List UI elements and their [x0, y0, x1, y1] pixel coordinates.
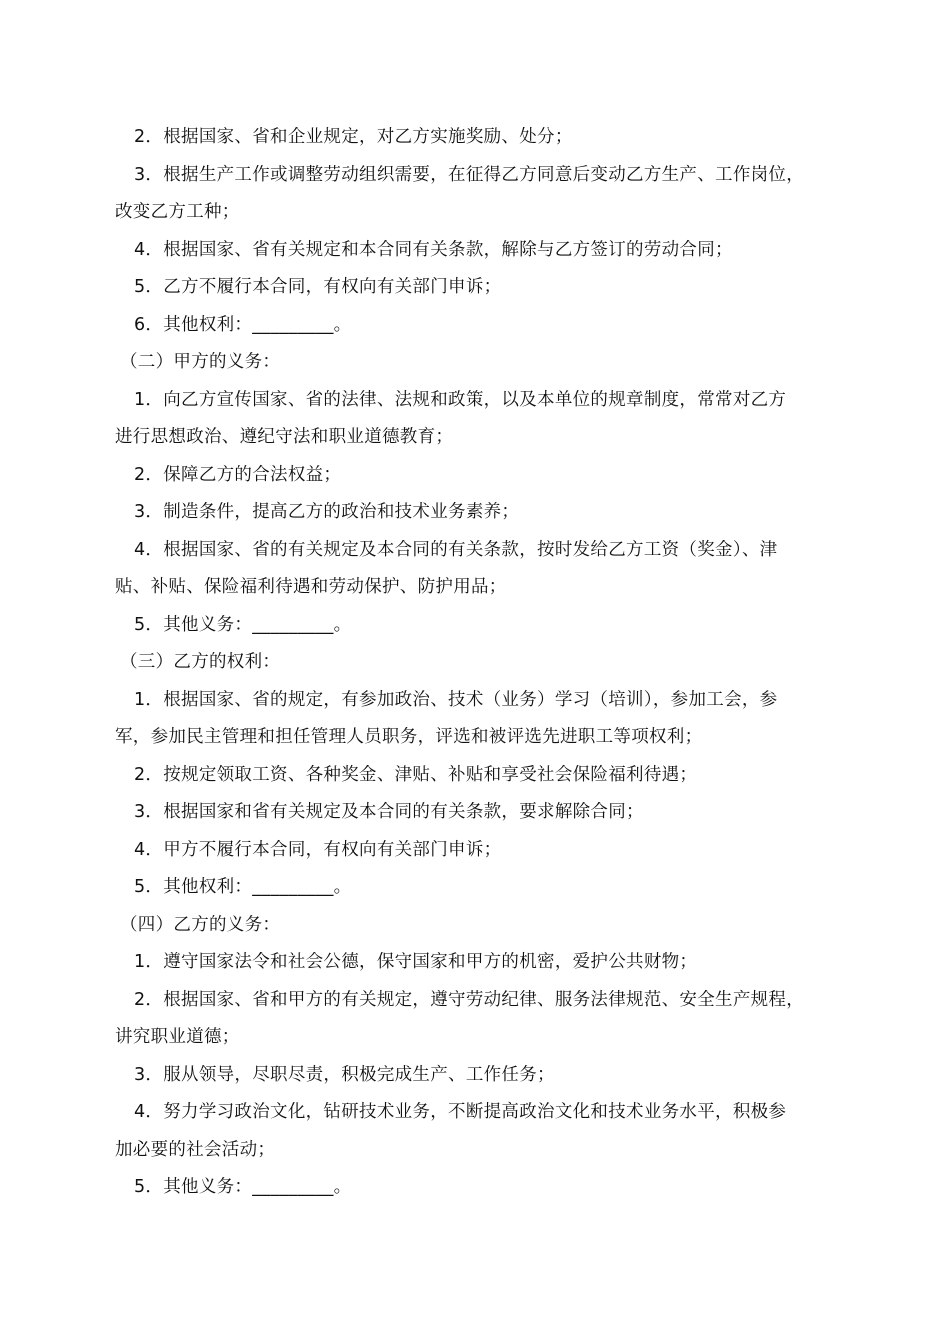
text-line: 4．努力学习政治文化，钻研技术业务，不断提高政治文化和技术业务水平，积极参	[134, 1102, 787, 1122]
text-line: 3．根据国家和省有关规定及本合同的有关条款，要求解除合同；	[134, 802, 644, 822]
section-heading: （四）乙方的义务：	[120, 915, 281, 935]
text-line: 改变乙方工种；	[115, 202, 240, 222]
text-line: 1．向乙方宣传国家、省的法律、法规和政策，以及本单位的规章制度，常常对乙方	[134, 390, 787, 410]
text-line: 4．根据国家、省有关规定和本合同有关条款，解除与乙方签订的劳动合同；	[134, 240, 733, 260]
text-line: 2．按规定领取工资、各种奖金、津贴、补贴和享受社会保险福利待遇；	[134, 765, 698, 785]
text-line: 5．其他权利：_________。	[134, 877, 352, 897]
text-line: 加必要的社会活动；	[115, 1140, 276, 1160]
text-line: 4．根据国家、省的有关规定及本合同的有关条款，按时发给乙方工资（奖金）、津	[134, 540, 778, 560]
section-heading: （三）乙方的权利：	[120, 652, 281, 672]
text-line: 3．服从领导，尽职尽责，积极完成生产、工作任务；	[134, 1065, 555, 1085]
text-line: 2．根据国家、省和企业规定，对乙方实施奖励、处分；	[134, 127, 573, 147]
text-line: 2．保障乙方的合法权益；	[134, 465, 342, 485]
text-line: 6．其他权利：_________。	[134, 315, 352, 335]
text-line: 贴、补贴、保险福利待遇和劳动保护、防护用品；	[115, 577, 507, 597]
text-line: 3．制造条件，提高乙方的政治和技术业务素养；	[134, 502, 520, 522]
text-line: 讲究职业道德；	[115, 1027, 240, 1047]
text-line: 2．根据国家、省和甲方的有关规定，遵守劳动纪律、服务法律规范、安全生产规程，	[134, 990, 805, 1010]
text-line: 5．其他义务：_________。	[134, 1177, 352, 1197]
text-line: 进行思想政治、遵纪守法和职业道德教育；	[115, 427, 454, 447]
text-line: 5．乙方不履行本合同，有权向有关部门申诉；	[134, 277, 502, 297]
text-line: 3．根据生产工作或调整劳动组织需要，在征得乙方同意后变动乙方生产、工作岗位，	[134, 165, 805, 185]
section-heading: （二）甲方的义务：	[120, 352, 281, 372]
text-line: 4．甲方不履行本合同，有权向有关部门申诉；	[134, 840, 502, 860]
text-line: 5．其他义务：_________。	[134, 615, 352, 635]
text-line: 1．根据国家、省的规定，有参加政治、技术（业务）学习（培训），参加工会，参	[134, 690, 778, 710]
text-line: 军，参加民主管理和担任管理人员职务，评选和被评选先进职工等项权利；	[115, 727, 703, 747]
text-line: 1．遵守国家法令和社会公德，保守国家和甲方的机密，爱护公共财物；	[134, 952, 698, 972]
